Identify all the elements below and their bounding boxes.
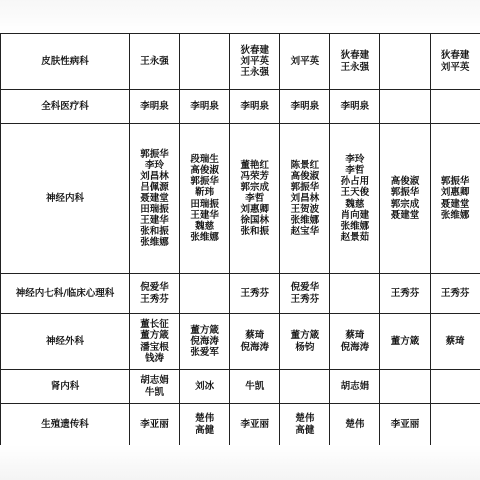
doctor-name: 徐国林 [240, 215, 269, 227]
doctor-cell [430, 370, 480, 404]
schedule-row [1, 90, 480, 124]
doctor-name: 张维娜 [440, 209, 470, 221]
doctor-cell [180, 90, 230, 124]
doctor-cell [330, 370, 380, 404]
doctor-name: 魏慈 [345, 198, 365, 210]
doctor-name: 冯荣芳 [240, 170, 269, 182]
doctor-name: 王永强 [140, 55, 169, 67]
doctor-cell [230, 34, 280, 90]
doctor-name: 聂建堂 [440, 198, 470, 210]
doctor-name: 钱涛 [145, 352, 165, 364]
doctor-name: 董方箴 [190, 324, 219, 336]
doctor-name: 胡志娟 [140, 375, 169, 387]
doctor-cell [330, 274, 380, 314]
page-bottom-margin [0, 445, 480, 480]
doctor-cell [280, 404, 330, 446]
doctor-name: 刘昌林 [290, 192, 320, 204]
doctor-cell [430, 274, 480, 314]
doctor-cell [280, 370, 330, 404]
doctor-cell [430, 34, 480, 90]
schedule-row [1, 404, 480, 446]
department-cell: 肾内科 [1, 370, 130, 404]
doctor-name: 潘宝根 [140, 341, 169, 353]
doctor-cell [280, 124, 330, 274]
doctor-name: 董长征 [140, 319, 169, 331]
doctor-name: 王秀芬 [290, 293, 320, 305]
doctor-name: 魏慈 [195, 220, 215, 232]
doctor-name: 倪爱华 [140, 282, 169, 294]
doctor-cell [280, 314, 330, 370]
doctor-cell [380, 404, 430, 446]
doctor-name: 李亚丽 [140, 418, 169, 430]
department-cell: 全科医疗科 [1, 90, 130, 124]
doctor-name: 吕佩源 [140, 181, 169, 193]
doctor-name: 狄春建 [240, 44, 269, 56]
doctor-name: 杨钧 [295, 341, 315, 353]
doctor-name: 牛凯 [245, 380, 265, 392]
doctor-cell [430, 90, 480, 124]
doctor-name: 李明泉 [340, 100, 370, 112]
doctor-cell [280, 90, 330, 124]
doctor-name: 李哲 [245, 192, 265, 204]
doctor-cell [230, 274, 280, 314]
doctor-name: 刘昌林 [140, 170, 169, 182]
doctor-cell [380, 90, 430, 124]
doctor-schedule-table [0, 33, 480, 446]
doctor-cell [130, 124, 180, 274]
doctor-name: 陈景红 [290, 159, 320, 171]
doctor-name: 楚伟 [345, 418, 365, 430]
doctor-name: 郭振华 [190, 176, 219, 188]
doctor-cell [430, 314, 480, 370]
doctor-name: 蔡琦 [345, 330, 365, 342]
doctor-name: 高健 [195, 424, 215, 436]
doctor-name: 倪海涛 [340, 341, 370, 353]
department-cell: 生殖遗传科 [1, 404, 130, 446]
doctor-name: 董艳红 [240, 159, 269, 171]
doctor-name: 赵宝华 [290, 226, 320, 238]
doctor-name: 刘惠卿 [440, 187, 470, 199]
doctor-name: 张维娜 [290, 215, 320, 227]
doctor-name: 孙占用 [340, 176, 370, 188]
doctor-name: 张和振 [240, 226, 269, 238]
doctor-name: 刘惠卿 [240, 204, 269, 215]
doctor-cell [330, 314, 380, 370]
doctor-cell [180, 124, 230, 274]
doctor-name: 王贺波 [290, 204, 320, 215]
doctor-name: 楚伟 [295, 413, 315, 425]
doctor-cell [130, 90, 180, 124]
doctor-name: 张维娜 [140, 237, 169, 249]
doctor-name: 张维娜 [190, 231, 219, 243]
doctor-cell [180, 314, 230, 370]
doctor-name: 李明泉 [140, 100, 169, 112]
doctor-name: 李亚丽 [240, 418, 269, 430]
doctor-cell [130, 314, 180, 370]
doctor-name: 郭宗成 [390, 198, 420, 210]
doctor-cell [230, 124, 280, 274]
doctor-name: 倪海涛 [190, 335, 219, 347]
doctor-name: 董方箴 [390, 335, 420, 347]
doctor-name: 李明泉 [290, 100, 320, 112]
doctor-cell [180, 370, 230, 404]
doctor-name: 郭振华 [140, 148, 169, 160]
doctor-name: 王天俊 [340, 187, 370, 199]
schedule-row [1, 274, 480, 314]
doctor-name: 蔡琦 [445, 335, 465, 347]
doctor-name: 张和振 [140, 226, 169, 238]
doctor-cell [130, 370, 180, 404]
doctor-name: 王秀芬 [140, 293, 169, 305]
doctor-cell [230, 90, 280, 124]
doctor-cell [130, 404, 180, 446]
doctor-name: 狄春建 [440, 50, 470, 62]
doctor-name: 狄春建 [340, 50, 370, 62]
schedule-body [1, 34, 480, 446]
doctor-name: 靳玮 [195, 187, 215, 199]
schedule-row [1, 124, 480, 274]
doctor-name: 李明泉 [190, 100, 219, 112]
doctor-name: 蔡琦 [245, 330, 265, 342]
doctor-name: 张维娜 [340, 220, 370, 232]
doctor-cell [330, 34, 380, 90]
doctor-name: 李亚丽 [390, 418, 420, 430]
doctor-name: 刘冰 [195, 380, 215, 392]
doctor-name: 牛凯 [145, 386, 165, 398]
doctor-cell [380, 274, 430, 314]
doctor-name: 王建华 [140, 215, 169, 227]
doctor-cell [280, 34, 330, 90]
doctor-name: 倪海涛 [240, 341, 269, 353]
doctor-name: 张爱军 [190, 347, 219, 358]
doctor-cell [430, 124, 480, 274]
doctor-name: 楚伟 [195, 413, 215, 425]
doctor-name: 高俊淑 [390, 176, 420, 188]
schedule-row [1, 34, 480, 90]
doctor-cell [430, 404, 480, 446]
doctor-name: 郭振华 [440, 176, 470, 188]
doctor-cell [180, 34, 230, 90]
doctor-name: 王永强 [340, 61, 370, 73]
doctor-name: 王秀芬 [390, 287, 420, 299]
doctor-name: 刘平英 [290, 55, 320, 67]
doctor-cell [380, 34, 430, 90]
doctor-cell [330, 90, 380, 124]
doctor-name: 高俊淑 [190, 165, 219, 177]
doctor-cell [330, 124, 380, 274]
schedule-row [1, 314, 480, 370]
doctor-name: 倪爱华 [290, 282, 320, 294]
doctor-cell [130, 34, 180, 90]
doctor-name: 聂建堂 [390, 209, 420, 221]
doctor-name: 王永强 [240, 67, 269, 78]
doctor-name: 郭振华 [290, 181, 320, 193]
doctor-cell [230, 314, 280, 370]
doctor-name: 段瑞生 [190, 154, 219, 166]
doctor-cell [380, 370, 430, 404]
doctor-cell [130, 274, 180, 314]
doctor-name: 聂建堂 [140, 192, 169, 204]
doctor-name: 刘平英 [440, 61, 470, 73]
doctor-cell [230, 404, 280, 446]
doctor-cell [280, 274, 330, 314]
doctor-name: 董方箴 [140, 330, 169, 342]
doctor-name: 郭宗成 [240, 181, 269, 193]
doctor-name: 田瑞振 [190, 198, 219, 210]
doctor-name: 李明泉 [240, 100, 269, 112]
doctor-cell [380, 314, 430, 370]
doctor-cell [380, 124, 430, 274]
department-cell: 皮肤性病科 [1, 34, 130, 90]
doctor-name: 郭振华 [390, 187, 420, 199]
doctor-name: 王建华 [190, 209, 219, 221]
department-cell: 神经内七科/临床心理科 [1, 274, 130, 314]
doctor-name: 王秀芬 [440, 287, 470, 299]
department-cell: 神经外科 [1, 314, 130, 370]
doctor-name: 赵景茹 [340, 231, 370, 243]
doctor-name: 李哲 [345, 165, 365, 177]
schedule-row [1, 370, 480, 404]
doctor-cell [180, 274, 230, 314]
doctor-name: 高健 [295, 424, 315, 436]
doctor-name: 董方箴 [290, 330, 320, 342]
doctor-name: 肖向建 [340, 209, 370, 221]
doctor-name: 李玲 [145, 159, 165, 171]
doctor-cell [230, 370, 280, 404]
doctor-name: 刘平英 [240, 55, 269, 67]
doctor-name: 高俊淑 [290, 170, 320, 182]
doctor-name: 田瑞振 [140, 204, 169, 215]
doctor-cell [180, 404, 230, 446]
page-top-margin [0, 0, 480, 33]
doctor-name: 李玲 [345, 154, 365, 166]
doctor-cell [330, 404, 380, 446]
doctor-name: 王秀芬 [240, 287, 269, 299]
doctor-name: 胡志娟 [340, 380, 370, 392]
department-cell: 神经内科 [1, 124, 130, 274]
